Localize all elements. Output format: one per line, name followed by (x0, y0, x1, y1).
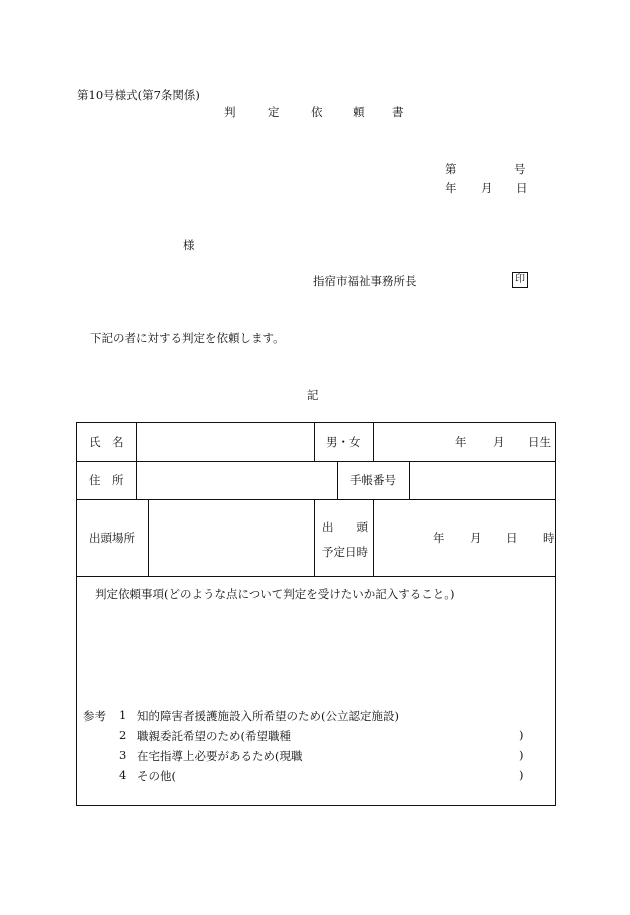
request-table (76, 422, 556, 806)
addressee-suffix: 様 (183, 238, 195, 252)
birth-day: 日生 (528, 435, 551, 449)
title-char: 書 (392, 105, 404, 119)
col-divider (337, 461, 338, 499)
number-label-go: 号 (514, 162, 526, 176)
sender-name: 指宿市福祉事務所長 (313, 274, 417, 288)
appear-month: 月 (470, 531, 482, 545)
intro-text: 下記の者に対する判定を依頼します。 (90, 331, 285, 345)
ref-number: 4 (119, 768, 127, 782)
col-divider (314, 423, 315, 461)
col-divider (409, 461, 410, 499)
ki-heading: 記 (307, 388, 319, 402)
name-label: 氏 名 (89, 435, 124, 449)
address-label: 住 所 (89, 473, 124, 487)
title-char: 依 (311, 105, 323, 119)
date-month: 月 (481, 181, 493, 195)
col-divider (373, 423, 374, 461)
notebook-label: 手帳番号 (350, 473, 396, 487)
title-char: 定 (268, 105, 280, 119)
ref-text: その他( (137, 769, 176, 783)
ref-number: 3 (119, 748, 127, 762)
ref-text: 知的障害者援護施設入所希望のため(公立認定施設) (137, 709, 399, 723)
appear-year: 年 (433, 531, 445, 545)
ref-number: 2 (119, 728, 127, 742)
ref-label: 参考 (83, 709, 106, 723)
form-number: 第10号様式(第7条関係) (77, 88, 200, 102)
ref-close: ) (519, 768, 524, 782)
appear-label-1: 出 頭 (322, 520, 368, 534)
request-label: 判定依頼事項(どのような点について判定を受けたいか記入すること。) (95, 587, 455, 601)
ref-close: ) (519, 728, 524, 742)
date-day: 日 (516, 181, 528, 195)
ref-text: 在宅指導上必要があるため(現職 (137, 749, 303, 763)
birth-year: 年 (455, 435, 467, 449)
ref-text: 職親委託希望のため(希望職種 (137, 729, 291, 743)
appear-day: 日 (506, 531, 518, 545)
col-divider (136, 423, 137, 461)
date-year: 年 (445, 181, 457, 195)
col-divider (148, 499, 149, 576)
col-divider (136, 461, 137, 499)
col-divider (314, 499, 315, 576)
number-label-dai: 第 (445, 162, 457, 176)
row-divider (77, 576, 555, 577)
appear-label-2: 予定日時 (322, 545, 368, 559)
row-divider (77, 461, 555, 462)
col-divider (373, 499, 374, 576)
gender-label: 男・女 (326, 435, 361, 449)
birth-month: 月 (493, 435, 505, 449)
title-char: 判 (224, 105, 236, 119)
title-char: 頼 (353, 105, 365, 119)
place-label: 出頭場所 (89, 531, 135, 545)
ref-number: 1 (119, 708, 127, 722)
ref-close: ) (519, 748, 524, 762)
seal-mark: 印 (512, 272, 528, 288)
appear-hour: 時 (543, 531, 555, 545)
